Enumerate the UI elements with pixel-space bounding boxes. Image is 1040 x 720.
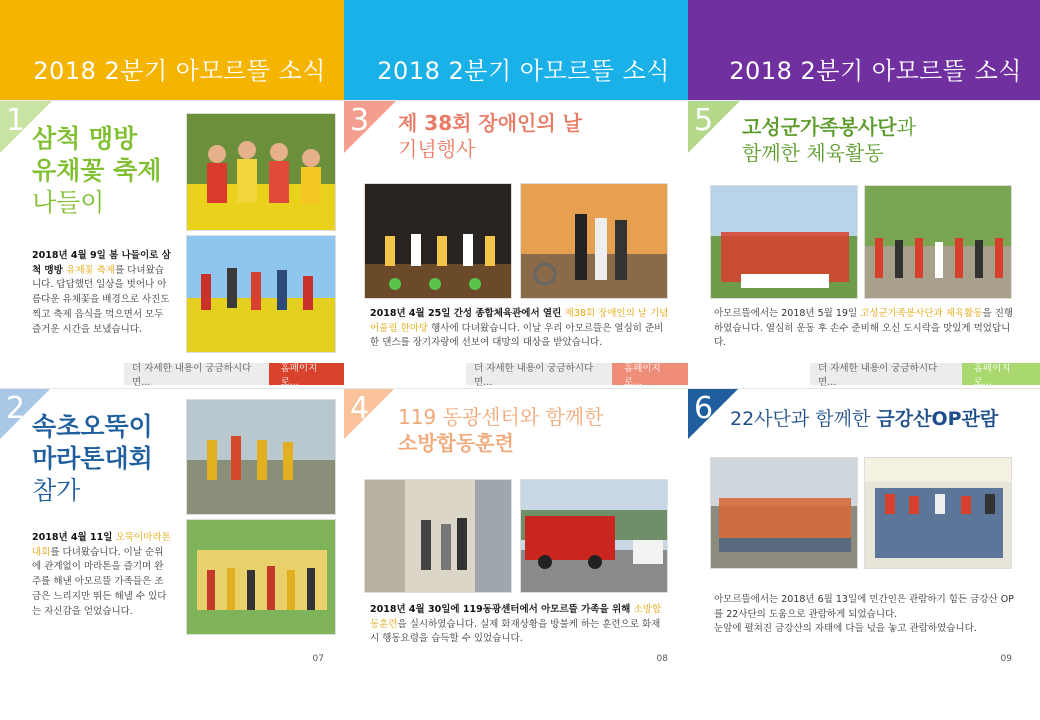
more-ask-label: 더 자세한 내용이 궁금하시다면... xyxy=(810,363,962,385)
more-bar xyxy=(466,363,688,388)
homepage-link[interactable]: 홈페이지로... xyxy=(612,363,688,385)
photo-evacuation-drill xyxy=(364,479,512,593)
card-number: 4 xyxy=(350,391,370,426)
news-card-3 xyxy=(344,100,688,388)
news-card-4 xyxy=(344,388,688,643)
photo-canola-field xyxy=(186,235,336,353)
photo-marathon-stage xyxy=(186,519,336,635)
page-09 xyxy=(688,0,1040,720)
header-title: 2018 2분기 아모르뜰 소식 xyxy=(729,57,1022,85)
photo-observatory xyxy=(864,457,1012,569)
more-bar xyxy=(124,363,344,388)
card-number: 1 xyxy=(6,103,26,138)
photo-award xyxy=(520,183,668,299)
card-description: 2018년 4월 30일에 119동광센터에서 아모르뜰 가족을 위해 소방합동훈련을 실시하였습니다. 실제 화재상황을 방불케 하는 훈련으로 화재 시 행동요령을 습득할 수 있었습니다. xyxy=(370,604,662,645)
card-number: 2 xyxy=(6,391,26,426)
photo-volunteer-group xyxy=(710,185,858,299)
news-card-5 xyxy=(688,100,1040,388)
homepage-link[interactable]: 홈페이지로... xyxy=(269,363,344,385)
photo-op-group xyxy=(710,457,858,569)
photo-marathon-runners xyxy=(186,399,336,515)
photo-dance-performance xyxy=(364,183,512,299)
card-description: 아모르뜰에서는 2018년 6월 13일에 민간인은 관람하기 힘든 금강산 OP를 22사단의 도움으로 관람하게 되었습니다. 눈앞에 펼쳐진 금강산의 자태에 다들 넋을 놓고 관람하였습니다. xyxy=(714,594,1014,635)
card-description: 아모르뜰에서는 2018년 5월 19일 고성군가족봉사단과 체육활동을 진행하였습니다. 열심히 운동 후 손수 준비해 오신 도시락을 맛있게 먹었답니다. xyxy=(714,308,1014,349)
card-description: 2018년 4월 25일 간성 종합체육관에서 열린 제38회 장애인의 날 기념 어울림 한마당 행사에 다녀왔습니다. 이날 우리 아모르뜰은 열심히 준비한 댄스를 장기자랑에 선보여 대망의 대상을 받았습니다. xyxy=(370,308,669,349)
news-card-2 xyxy=(0,388,344,643)
page-07 xyxy=(0,0,344,720)
header-title: 2018 2분기 아모르뜰 소식 xyxy=(33,57,326,85)
page-number: 09 xyxy=(1000,654,1012,664)
news-card-1 xyxy=(0,100,344,388)
card-description: 2018년 4월 9일 봄 나들이로 삼척 맹방 유채꽃 축제를 다녀왔습니다. 답답했던 일상을 벗어나 아름다운 유채꽃을 배경으로 사진도 찍고 축제 음식을 먹으면서 모두 즐거운 시간을 보냈습니다. xyxy=(32,250,171,335)
page-number: 07 xyxy=(312,654,324,664)
card-description: 2018년 4월 11일 오뚝이마라톤대회를 다녀왔습니다. 이날 순위에 관계없이 마라톤을 즐기며 완주를 해낸 아모르뜰 가족들은 조금은 느리지만 뛰든 해낼 수 있다는 자신감을 얻었습니다. xyxy=(32,532,171,617)
photo-canola-group xyxy=(186,113,336,231)
card-title: 119 동광센터와 함께한 소방합동훈련 xyxy=(398,405,604,455)
card-number: 3 xyxy=(350,103,370,138)
card-title: 제 38회 장애인의 날 기념행사 xyxy=(398,111,582,161)
card-title: 삼척 맹방 유채꽃 축제 나들이 xyxy=(32,124,162,217)
card-number: 6 xyxy=(694,391,714,426)
page-number: 08 xyxy=(656,654,668,664)
page-header xyxy=(688,0,1040,100)
page-header xyxy=(0,0,344,100)
photo-fire-truck xyxy=(520,479,668,593)
header-title: 2018 2분기 아모르뜰 소식 xyxy=(377,57,670,85)
homepage-link[interactable]: 홈페이지로... xyxy=(962,363,1040,385)
card-title: 고성군가족봉사단과 함께한 체육활동 xyxy=(742,115,916,165)
card-number: 5 xyxy=(694,103,714,138)
page-header xyxy=(344,0,688,100)
more-ask-label: 더 자세한 내용이 궁금하시다면... xyxy=(466,363,612,385)
page-08 xyxy=(344,0,688,720)
more-ask-label: 더 자세한 내용이 궁금하시다면... xyxy=(124,363,269,385)
card-title: 22사단과 함께한 금강산OP관람 xyxy=(730,408,999,430)
news-card-6 xyxy=(688,388,1040,643)
card-title: 속초오뚝이 마라톤대회 참가 xyxy=(32,412,153,505)
photo-sports-activity xyxy=(864,185,1012,299)
more-bar xyxy=(810,363,1040,388)
